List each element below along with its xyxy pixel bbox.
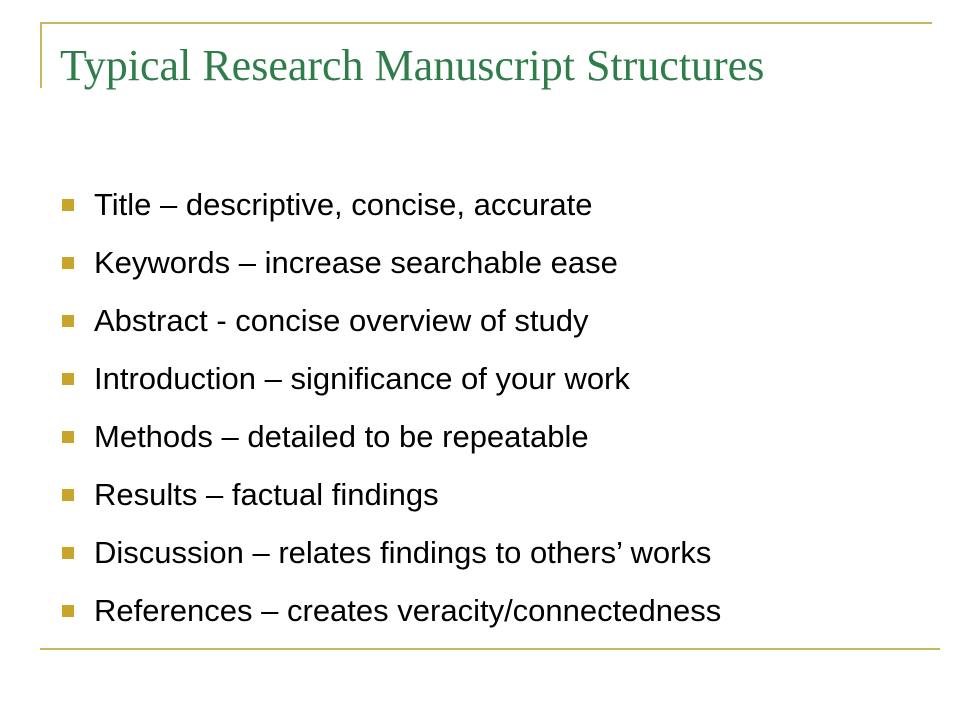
bullet-text: References – creates veracity/connectedness — [94, 593, 722, 628]
bullet-list — [62, 176, 721, 640]
bullet-item-introduction — [62, 350, 721, 408]
bullet-item-results — [62, 466, 721, 524]
bullet-text: Results – factual findings — [94, 477, 439, 512]
bullet-text: Introduction – significance of your work — [94, 361, 630, 396]
bullet-item-abstract — [62, 292, 721, 350]
square-bullet-icon — [62, 199, 74, 211]
frame-left-rule — [40, 22, 42, 88]
square-bullet-icon — [62, 315, 74, 327]
square-bullet-icon — [62, 605, 74, 617]
bullet-text: Methods – detailed to be repeatable — [94, 419, 589, 454]
bullet-item-keywords — [62, 234, 721, 292]
bullet-text: Title – descriptive, concise, accurate — [94, 187, 593, 222]
square-bullet-icon — [62, 547, 74, 559]
bullet-item-references — [62, 582, 721, 640]
bullet-item-discussion — [62, 524, 721, 582]
bullet-item-methods — [62, 408, 721, 466]
square-bullet-icon — [62, 373, 74, 385]
bullet-text: Discussion – relates findings to others’ works — [94, 535, 712, 570]
bullet-text: Abstract - concise overview of study — [94, 303, 589, 338]
square-bullet-icon — [62, 431, 74, 443]
bullet-text: Keywords – increase searchable ease — [94, 245, 618, 280]
frame-top-rule — [40, 22, 932, 24]
square-bullet-icon — [62, 257, 74, 269]
frame-bottom-rule — [40, 648, 940, 650]
square-bullet-icon — [62, 489, 74, 501]
slide-title: Typical Research Manuscript Structures — [60, 41, 765, 90]
bullet-item-title — [62, 176, 721, 234]
